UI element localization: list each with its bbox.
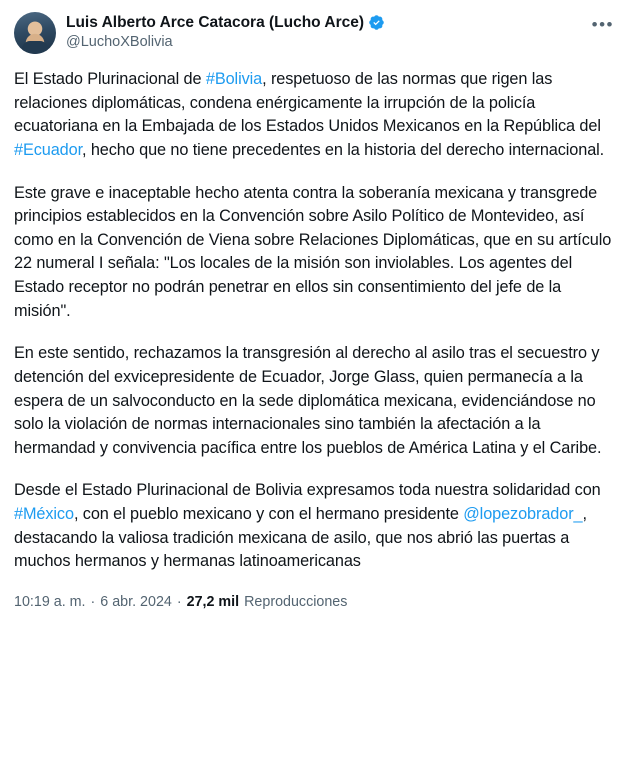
- author-info: [66, 12, 584, 52]
- tweet-paragraph: En este sentido, rechazamos la transgresión al derecho al asilo tras el secuestro y detención del exvicepresidente de Ecuador, Jorge Glass, quien permanecía a la espera de un salvoconducto en la sede diplomática mexicana, evidenciándose no solo la violación de normas internacionales sino también la afectación a la hermandad y convivencia pacífica entre los pueblos de América Latina y el Caribe.: [14, 344, 602, 457]
- tweet-header: [14, 12, 616, 54]
- views-count: 27,2 mil: [186, 593, 240, 610]
- tweet-link[interactable]: #Ecuador: [14, 140, 82, 159]
- author-display-name[interactable]: Luis Alberto Arce Catacora (Lucho Arce): [66, 14, 365, 31]
- avatar[interactable]: [14, 12, 56, 54]
- tweet-link[interactable]: #México: [14, 505, 74, 523]
- tweet-paragraph: Este grave e inaceptable hecho atenta contra la soberanía mexicana y transgrede principios establecidos en la Convención sobre Asilo Político de Montevideo, así como en la Convención de Viena sobre Relaciones Diplomáticas, que en su artículo 22 numeral I señala: "Los locales de la misión son inviolables. Los agentes del Estado receptor no podrán penetrar en ellos sin consentimiento del jefe de la misión".: [14, 183, 612, 320]
- tweet-paragraph: El Estado Plurinacional de #Bolivia, respetuoso de las normas que rigen las relaciones diplomáticas, condena enérgicamente la irrupción de la policía ecuatoriana en la Embajada de los Estados Unidos Mexicanos en la República del #Ecuador, hecho que no tiene precedentes en la historia del derecho internacional.: [14, 70, 605, 159]
- footer-separator: ·: [90, 593, 96, 610]
- tweet-time: 10:19 a. m.: [14, 593, 86, 610]
- tweet-text: [14, 68, 616, 574]
- tweet-footer: [14, 592, 616, 626]
- verified-badge-icon: [368, 14, 385, 31]
- more-options-button[interactable]: •••: [591, 15, 614, 34]
- tweet-date: 6 abr. 2024: [100, 593, 172, 610]
- tweet-paragraph: Desde el Estado Plurinacional de Bolivia expresamos toda nuestra solidaridad con #México, con el pueblo mexicano y con el hermano presidente @lopezobrador_, destacando la valiosa tradición mexicana de asilo, que nos abrió las puertas a muchos hermanos y hermanas latinoamericanas: [14, 481, 601, 571]
- views-label: Reproducciones: [244, 593, 348, 610]
- tweet-link[interactable]: @lopezobrador_: [463, 505, 583, 523]
- author-name-row: [66, 13, 584, 32]
- tweet-link[interactable]: #Bolivia: [205, 70, 263, 88]
- footer-separator-2: ·: [176, 593, 182, 610]
- author-handle[interactable]: @LuchoXBolivia: [66, 34, 173, 51]
